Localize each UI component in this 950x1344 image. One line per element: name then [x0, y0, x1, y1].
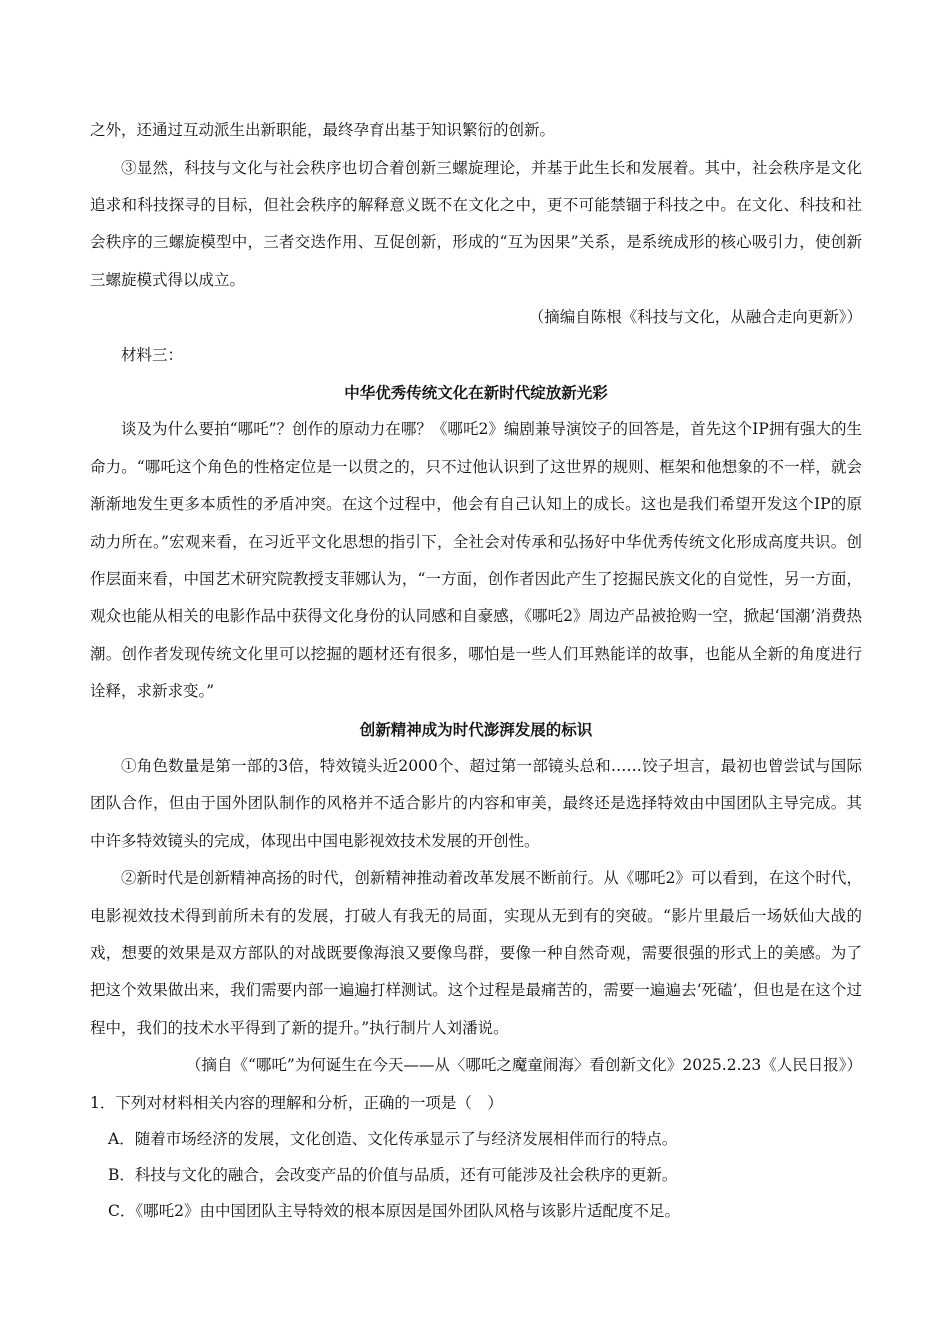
material3-heading-1: 中华优秀传统文化在新时代绽放新光彩: [344, 382, 608, 402]
material3-label: 材料三：: [121, 345, 184, 364]
material3-paragraph-2: ①角色数量是第一部的3倍，特效镜头近2000个、超过第一部镜头总和……饺子坦言，最初也曾尝试与国际团队合作，但由于国外团队制作的风格并不适合影片的内容和审美，最终还是选择特效由中国团队主导完成。其中许多特效镜头的完成，体现出中国电影视效技术发展的开创性。: [90, 757, 862, 850]
question-1-option-b: B．科技与文化的融合，会改变产品的价值与品质，还有可能涉及社会秩序的更新。: [108, 1165, 678, 1184]
material2-paragraph-3: ③显然，科技与文化与社会秩序也切合着创新三螺旋理论，并基于此生长和发展着。其中，社会秩序是文化追求和科技探寻的目标，但社会秩序的解释意义既不在文化之中，更不可能禁锢于科技之中。在文化、科技和社会秩序的三螺旋模型中，三者交迭作用、互促创新，形成的“互为因果”关系，是系统成形的核心吸引力，使创新三螺旋模式得以成立。: [90, 158, 862, 289]
material2-tail-line: 之外，还通过互动派生出新职能，最终孕育出基于知识繁衍的创新。: [90, 121, 556, 139]
material3-source: （摘自《“哪吒”为何诞生在今天——从〈哪吒之魔童闹海〉看创新文化》2025.2.23《人民日报》）: [186, 1056, 862, 1075]
question-1-stem: 1．下列对材料相关内容的理解和分析，正确的一项是（ ）: [90, 1093, 503, 1112]
question-1-option-a: A．随着市场经济的发展，文化创造、文化传承显示了与经济发展相伴而行的特点。: [108, 1129, 678, 1148]
material3-paragraph-1: 谈及为什么要拍“哪吒”？创作的原动力在哪？《哪吒2》编剧兼导演饺子的回答是，首先这个IP拥有强大的生命力。“哪吒这个角色的性格定位是一以贯之的，只不过他认识到了这世界的规则、框架和他想象的不一样，就会渐渐地发生更多本质性的矛盾冲突。在这个过程中，他会有自己认知上的成长。这也是我们希望开发这个IP的原动力所在。”宏观来看，在习近平文化思想的指引下，全社会对传承和弘扬好中华优秀传统文化形成高度共识。创作层面来看，中国艺术研究院教授支菲娜认为，“一方面，创作者因此产生了挖掘民族文化的自觉性，另一方面，观众也能从相关的电影作品中获得文化身份的认同感和自豪感，《哪吒2》周边产品被抢购一空，掀起‘国潮’消费热潮。创作者发现传统文化里可以挖掘的题材还有很多，哪怕是一些人们耳熟能详的故事，也能从全新的角度进行诠释，求新求变。”: [90, 420, 862, 701]
question-1-option-c: C．《哪吒2》由中国团队主导特效的根本原因是国外团队风格与该影片适配度不足。: [108, 1201, 680, 1220]
material3-heading-2: 创新精神成为时代澎湃发展的标识: [359, 719, 593, 739]
material2-source: （摘编自陈根《科技与文化，从融合走向更新》）: [528, 308, 862, 327]
material3-paragraph-3: ②新时代是创新精神高扬的时代，创新精神推动着改革发展不断前行。从《哪吒2》可以看到，在这个时代，电影视效技术得到前所未有的发展，打破人有我无的局面，实现从无到有的突破。“影片里最后一场妖仙大战的戏，想要的效果是双方部队的对战既要像海浪又要像鸟群，要像一种自然奇观，需要很强的形式上的美感。为了把这个效果做出来，我们需要内部一遍遍打样测试。这个过程是最痛苦的，需要一遍遍去‘死磕’，但也是在这个过程中，我们的技术水平得到了新的提升。”执行制片人刘潘说。: [90, 869, 862, 1037]
